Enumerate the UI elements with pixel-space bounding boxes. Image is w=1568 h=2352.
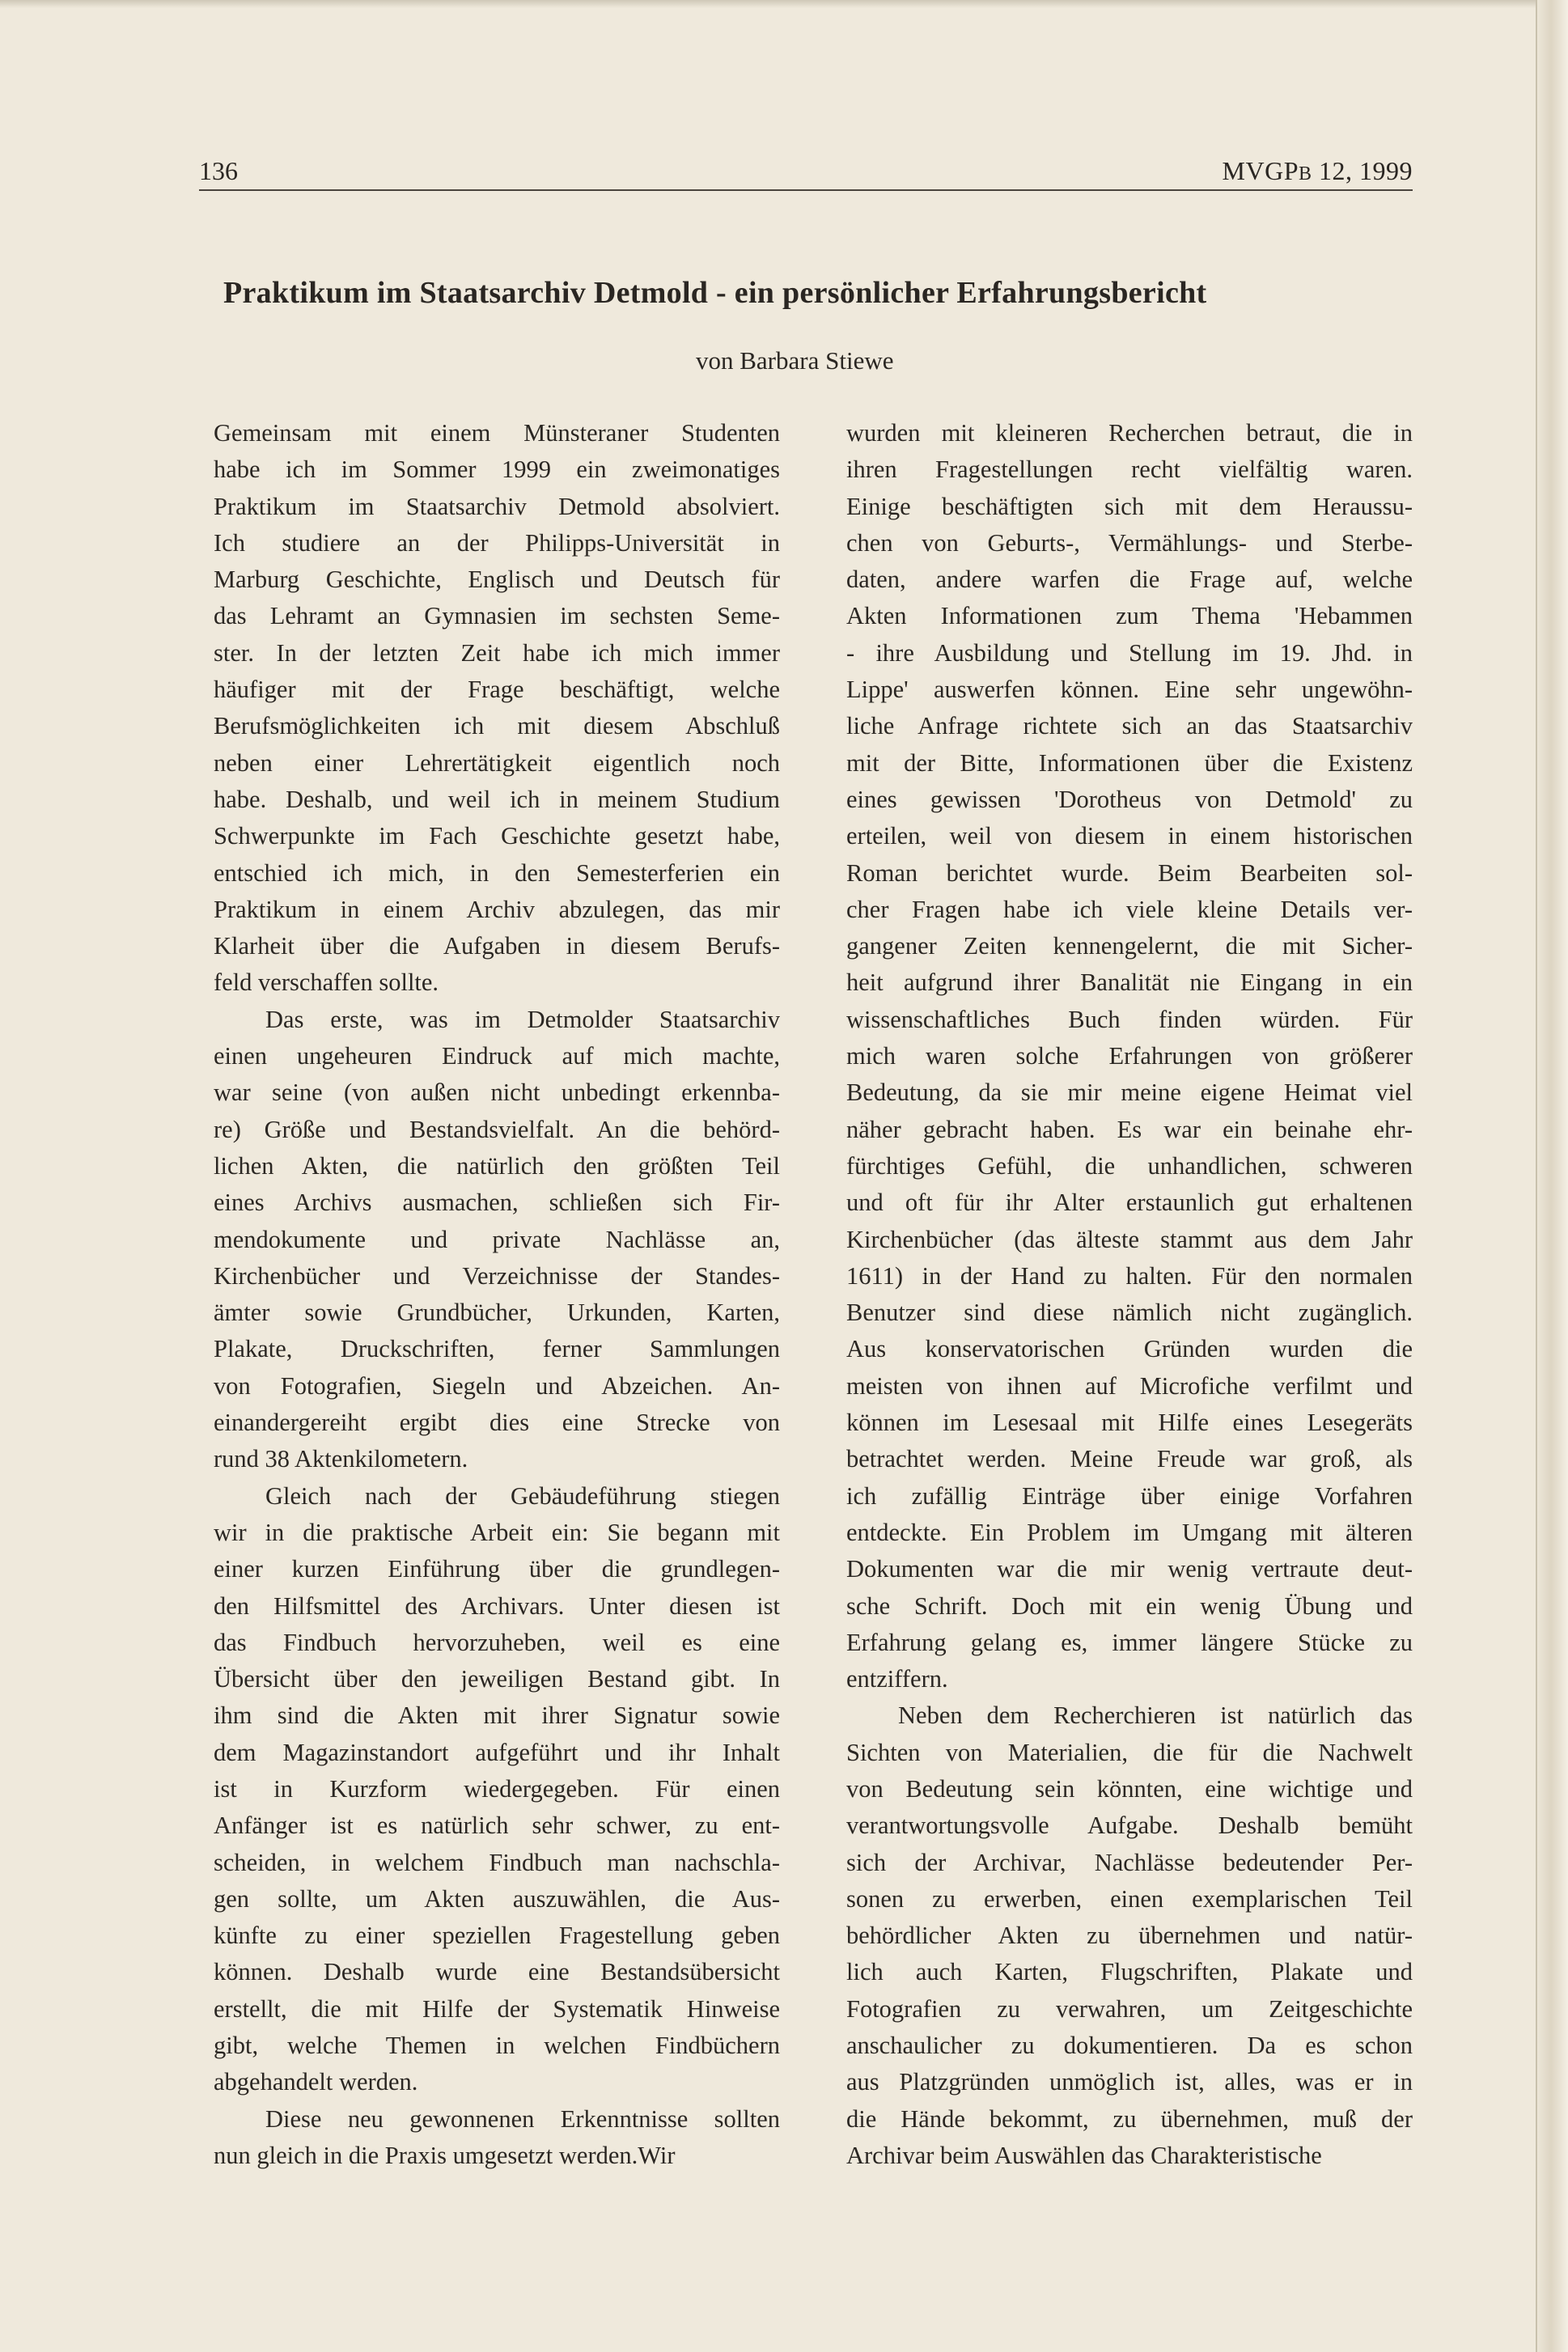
text-line: Das erste, was im Detmolder Staatsarchiv (265, 1005, 780, 1033)
running-header (199, 154, 1413, 191)
text-line: ämter sowie Grundbücher, Urkunden, Karten, (214, 1299, 780, 1327)
text-line: entziffern. (846, 1665, 948, 1693)
text-line: Archivar beim Auswählen das Charakteristische (846, 2141, 1322, 2169)
text-line: können. Deshalb wurde eine Bestandsübersicht (214, 1958, 780, 1986)
text-line: einer kurzen Einführung über die grundlegen- (214, 1555, 780, 1583)
text-line: Benutzer sind diese nämlich nicht zugänglich. (846, 1299, 1413, 1327)
text-line: aus Platzgründen unmöglich ist, alles, was er in (846, 2068, 1413, 2096)
journal-reference (1223, 156, 1413, 186)
journal-abbrev: MVGP (1222, 156, 1299, 185)
text-line: ist in Kurzform wiedergegeben. Für einen (214, 1774, 780, 1803)
text-line: die Hände bekommt, zu übernehmen, muß der (846, 2104, 1413, 2133)
text-line: entdeckte. Ein Problem im Umgang mit älteren (846, 1518, 1413, 1546)
text-line: lich auch Karten, Flugschriften, Plakate und (846, 1958, 1413, 1986)
text-line: wissenschaftliches Buch finden würden. Für (846, 1005, 1413, 1033)
author-byline: von Barbara Stiewe (696, 346, 894, 375)
text-line: den Hilfsmittel des Archivars. Unter diesen ist (214, 1591, 780, 1620)
text-line: wurden mit kleineren Recherchen betraut, die in (846, 419, 1413, 447)
text-line: eines gewissen 'Dorotheus von Detmold' zu (846, 785, 1413, 813)
text-line: war seine (von außen nicht unbedingt erkennba- (214, 1079, 780, 1107)
text-line: Lippe' auswerfen können. Eine sehr ungewöhn- (846, 676, 1413, 704)
text-line: Gemeinsam mit einem Münsteraner Studenten (214, 419, 780, 447)
text-line: sche Schrift. Doch mit ein wenig Übung und (846, 1591, 1413, 1620)
text-line: ihm sind die Akten mit ihrer Signatur sowie (214, 1701, 780, 1730)
text-line: verantwortungsvolle Aufgabe. Deshalb bemüht (846, 1812, 1413, 1840)
text-line: Diese neu gewonnenen Erkenntnisse sollten (265, 2104, 780, 2133)
left-text-column (214, 415, 780, 2174)
text-line: Praktikum in einem Archiv abzulegen, das mir (214, 895, 780, 923)
text-line: gangener Zeiten kennengelernt, die mit Sicher- (846, 932, 1413, 960)
text-line: habe. Deshalb, und weil ich in meinem Studium (214, 785, 780, 813)
text-line: abgehandelt werden. (214, 2068, 418, 2096)
text-line: chen von Geburts-, Vermählungs- und Sterbe- (846, 528, 1413, 557)
page-right-edge (1536, 0, 1568, 2352)
text-line: Berufsmöglichkeiten ich mit diesem Abschluß (214, 712, 780, 740)
text-line: Neben dem Recherchieren ist natürlich das (898, 1701, 1413, 1730)
text-line: Einige beschäftigten sich mit dem Heraussu- (846, 492, 1413, 520)
text-line: mit der Bitte, Informationen über die Existenz (846, 748, 1413, 777)
page-number: 136 (199, 156, 238, 185)
text-line: re) Größe und Bestandsvielfalt. An die behörd- (214, 1115, 780, 1143)
text-line: Marburg Geschichte, Englisch und Deutsch für (214, 566, 780, 594)
text-line: können im Lesesaal mit Hilfe eines Lesegeräts (846, 1409, 1413, 1437)
text-line: 1611) in der Hand zu halten. Für den normalen (846, 1261, 1413, 1290)
right-text-column (846, 415, 1413, 2174)
text-line: Ich studiere an der Philipps-Universität in (214, 528, 780, 557)
text-line: rund 38 Aktenkilometern. (214, 1445, 468, 1473)
text-line: behördlicher Akten zu übernehmen und natür- (846, 1922, 1413, 1950)
journal-volume-year: 12, 1999 (1312, 156, 1413, 185)
text-line: habe ich im Sommer 1999 ein zweimonatiges (214, 456, 780, 484)
text-line: liche Anfrage richtete sich an das Staatsarchiv (846, 712, 1413, 740)
text-line: - ihre Ausbildung und Stellung im 19. Jhd. in (846, 638, 1413, 667)
text-line: Sichten von Materialien, die für die Nachwelt (846, 1738, 1413, 1766)
text-line: wir in die praktische Arbeit ein: Sie begann mit (214, 1518, 780, 1546)
text-line: Roman berichtet wurde. Beim Bearbeiten sol- (846, 858, 1413, 887)
text-line: nun gleich in die Praxis umgesetzt werden.Wir (214, 2141, 676, 2169)
text-line: von Fotografien, Siegeln und Abzeichen. An- (214, 1371, 780, 1400)
text-line: entschied ich mich, in den Semesterferien ein (214, 858, 780, 887)
text-line: Übersicht über den jeweiligen Bestand gibt. In (214, 1665, 780, 1693)
journal-abbrev-small: B (1298, 163, 1312, 184)
text-line: mich waren solche Erfahrungen von größerer (846, 1042, 1413, 1070)
text-line: häufiger mit der Frage beschäftigt, welche (214, 676, 780, 704)
text-line: Aus konservatorischen Gründen wurden die (846, 1335, 1413, 1363)
text-line: Dokumenten war die mir wenig vertraute deut- (846, 1555, 1413, 1583)
text-line: von Bedeutung sein könnten, eine wichtige und (846, 1774, 1413, 1803)
text-line: das Findbuch hervorzuheben, weil es eine (214, 1628, 780, 1656)
text-line: lichen Akten, die natürlich den größten Teil (214, 1151, 780, 1180)
text-line: eines Archivs ausmachen, schließen sich Fir- (214, 1189, 780, 1217)
text-line: Schwerpunkte im Fach Geschichte gesetzt habe, (214, 822, 780, 850)
page-top-edge (0, 0, 1568, 8)
text-line: und oft für ihr Alter erstaunlich gut erhaltenen (846, 1189, 1413, 1217)
text-line: ster. In der letzten Zeit habe ich mich immer (214, 638, 780, 667)
text-line: das Lehramt an Gymnasien im sechsten Seme- (214, 602, 780, 630)
text-line: Klarheit über die Aufgaben in diesem Berufs- (214, 932, 780, 960)
text-line: Fotografien zu verwahren, um Zeitgeschichte (846, 1994, 1413, 2023)
text-line: sonen zu erwerben, einen exemplarischen Teil (846, 1884, 1413, 1913)
text-line: einen ungeheuren Eindruck auf mich machte, (214, 1042, 780, 1070)
text-line: Bedeutung, da sie mir meine eigene Heimat viel (846, 1079, 1413, 1107)
text-line: anschaulicher zu dokumentieren. Da es schon (846, 2032, 1413, 2060)
text-line: erstellt, die mit Hilfe der Systematik Hinweise (214, 1994, 780, 2023)
text-line: künfte zu einer speziellen Fragestellung geben (214, 1922, 780, 1950)
text-line: Erfahrung gelang es, immer längere Stücke zu (846, 1628, 1413, 1656)
text-line: einandergereiht ergibt dies eine Strecke von (214, 1409, 780, 1437)
text-line: Anfänger ist es natürlich sehr schwer, zu ent- (214, 1812, 780, 1840)
text-line: daten, andere warfen die Frage auf, welche (846, 566, 1413, 594)
text-line: Praktikum im Staatsarchiv Detmold absolviert. (214, 492, 780, 520)
text-line: fürchtiges Gefühl, die unhandlichen, schweren (846, 1151, 1413, 1180)
text-line: cher Fragen habe ich viele kleine Details ver- (846, 895, 1413, 923)
text-line: Akten Informationen zum Thema 'Hebammen (846, 602, 1413, 630)
text-line: Kirchenbücher (das älteste stammt aus dem Jahr (846, 1225, 1413, 1253)
text-line: betrachtet werden. Meine Freude war groß, als (846, 1445, 1413, 1473)
text-line: Gleich nach der Gebäudeführung stiegen (265, 1481, 780, 1510)
text-line: Plakate, Druckschriften, ferner Sammlungen (214, 1335, 780, 1363)
text-line: feld verschaffen sollte. (214, 968, 439, 997)
article-title: Praktikum im Staatsarchiv Detmold - ein persönlicher Erfahrungsbericht (223, 276, 1207, 310)
text-line: Kirchenbücher und Verzeichnisse der Standes- (214, 1261, 780, 1290)
text-line: neben einer Lehrertätigkeit eigentlich noch (214, 748, 780, 777)
text-line: gen sollte, um Akten auszuwählen, die Aus- (214, 1884, 780, 1913)
text-line: erteilen, weil von diesem in einem historischen (846, 822, 1413, 850)
text-line: mendokumente und private Nachlässe an, (214, 1225, 780, 1253)
text-line: dem Magazinstandort aufgeführt und ihr Inhalt (214, 1738, 780, 1766)
text-line: scheiden, in welchem Findbuch man nachschla- (214, 1848, 780, 1876)
text-line: gibt, welche Themen in welchen Findbüchern (214, 2032, 780, 2060)
text-line: ich zufällig Einträge über einige Vorfahren (846, 1481, 1413, 1510)
text-line: sich der Archivar, Nachlässe bedeutender Per- (846, 1848, 1413, 1876)
text-line: ihren Fragestellungen recht vielfältig waren. (846, 456, 1413, 484)
text-line: näher gebracht haben. Es war ein beinahe ehr- (846, 1115, 1413, 1143)
text-line: meisten von ihnen auf Microfiche verfilmt und (846, 1371, 1413, 1400)
text-line: heit aufgrund ihrer Banalität nie Eingang in ein (846, 968, 1413, 997)
